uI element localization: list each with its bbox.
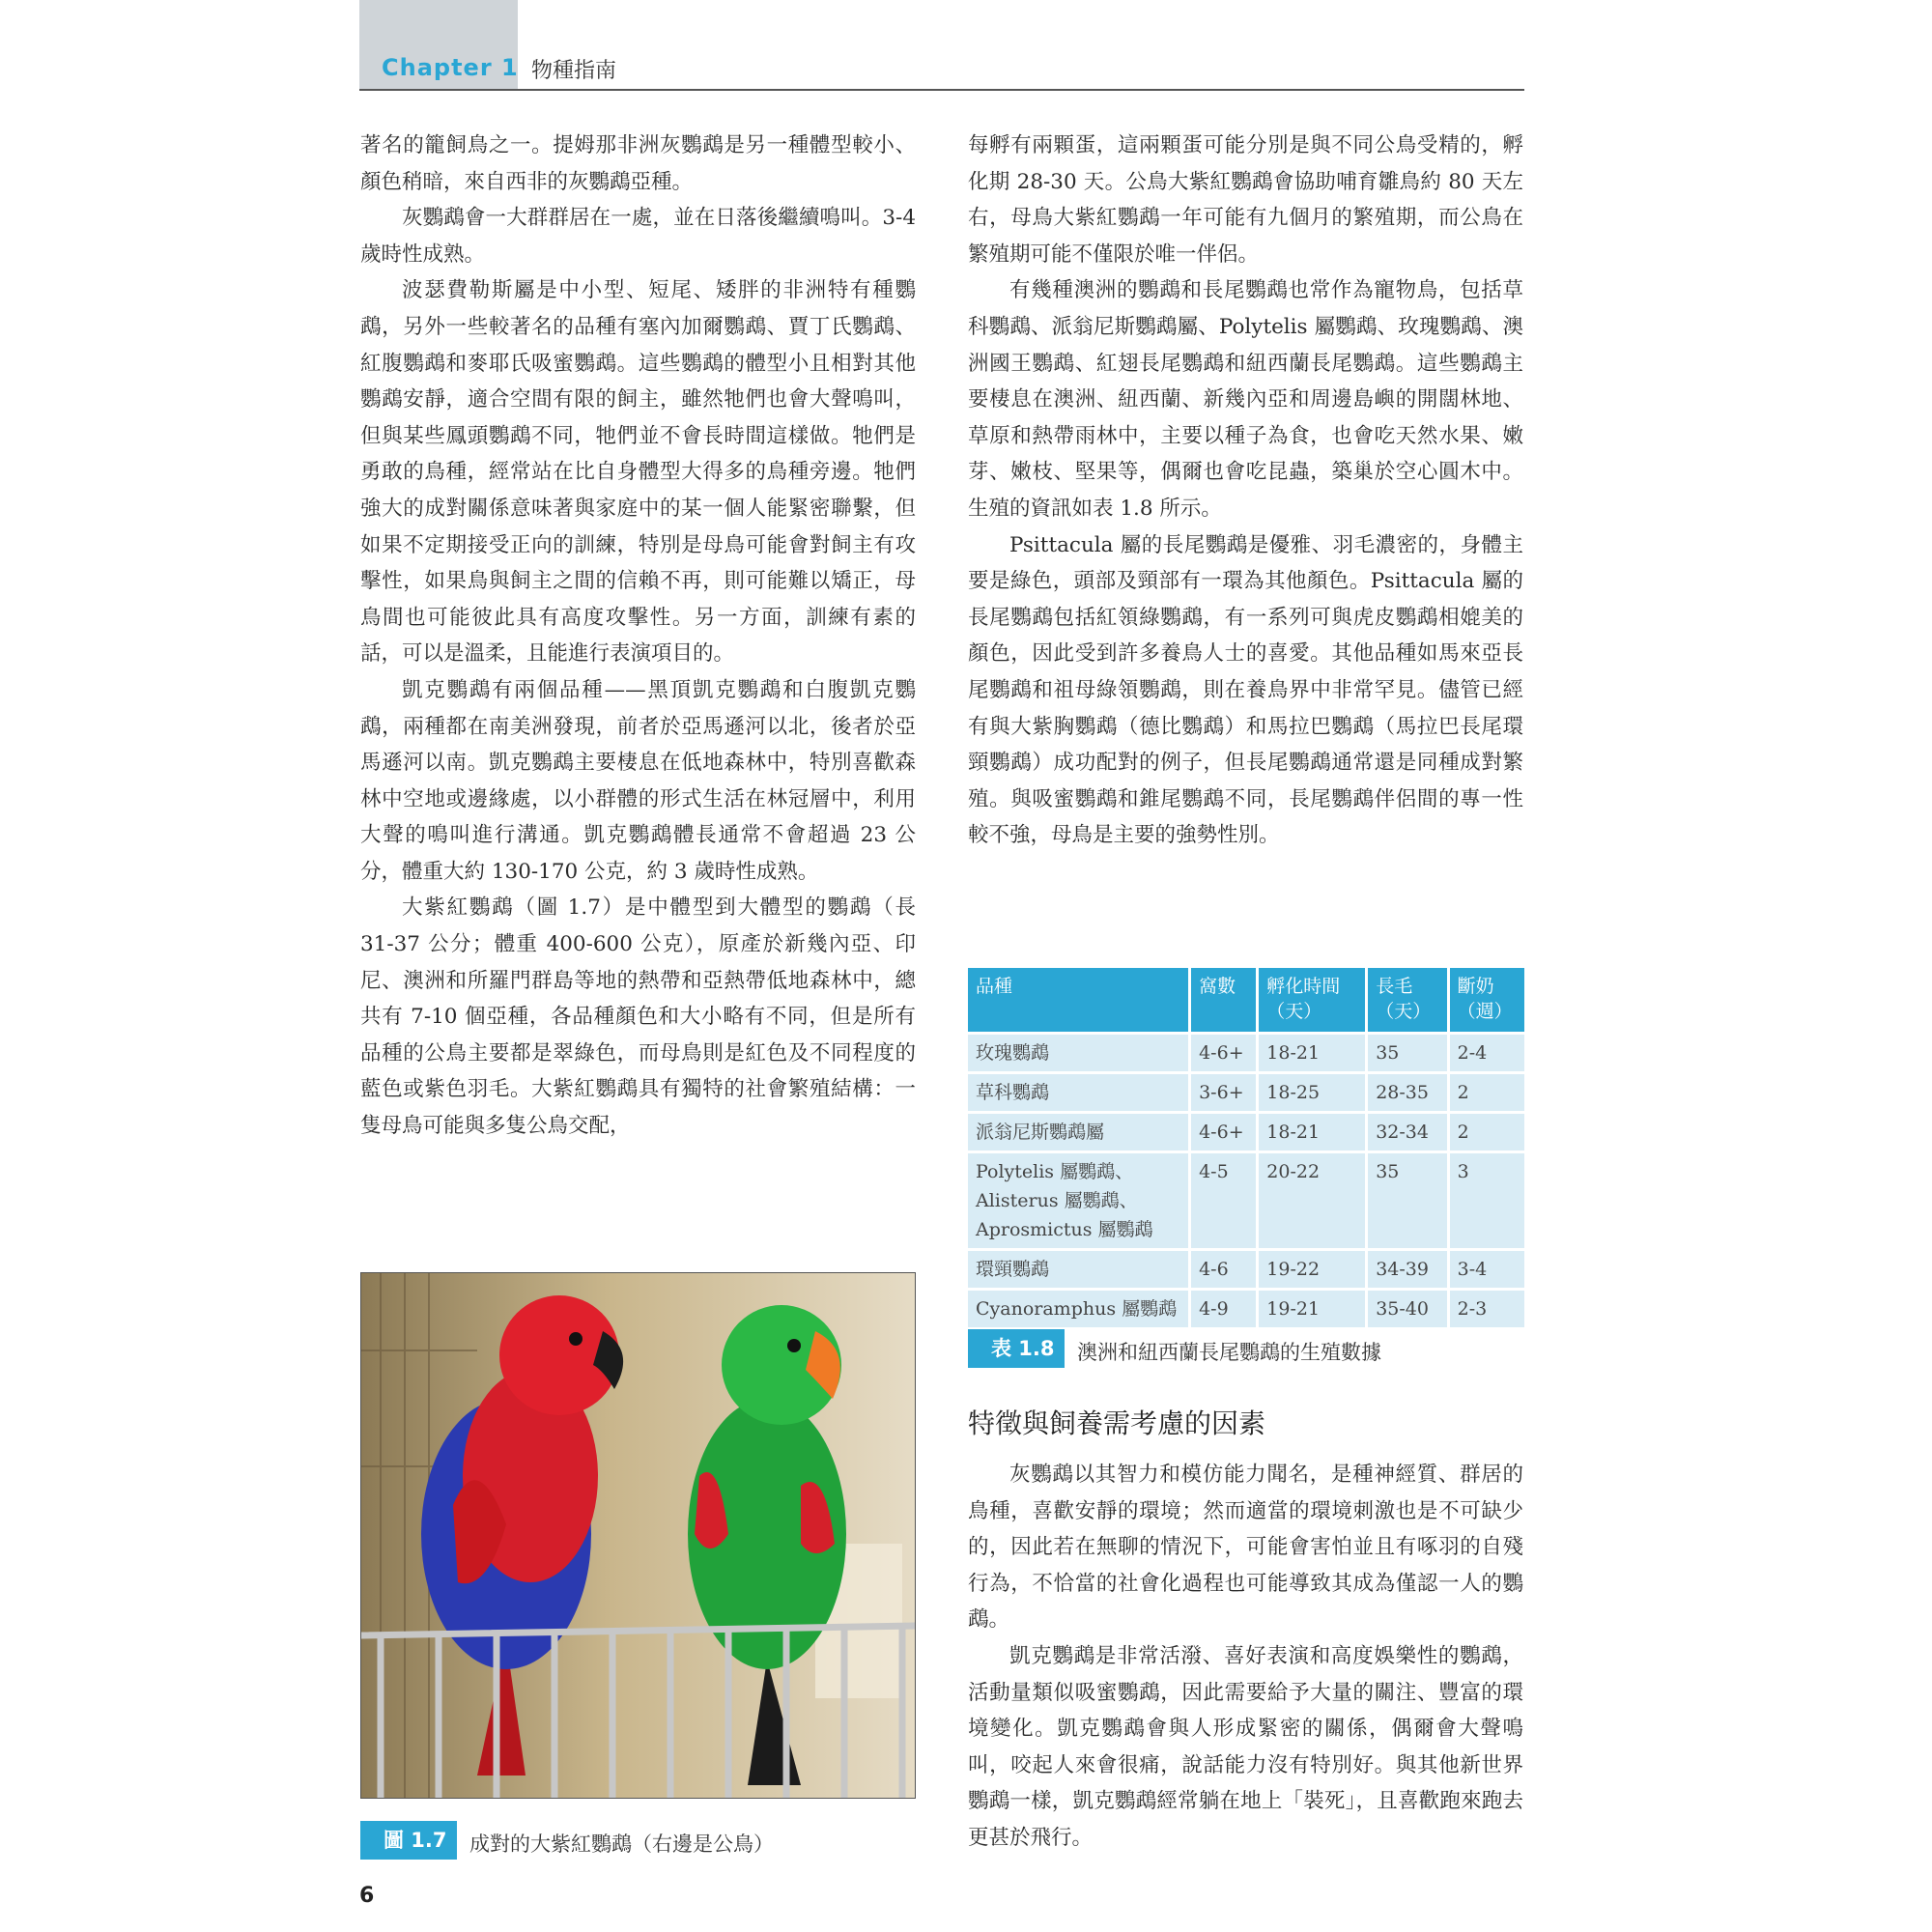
table-header: 品種: [968, 968, 1191, 1032]
table-caption: 澳洲和紐西蘭長尾鸚鵡的生殖數據: [1077, 1341, 1381, 1364]
paragraph: 波瑟費勒斯屬是中小型、短尾、矮胖的非洲特有種鸚鵡，另外一些較著名的品種有塞內加爾鸚鵡、賈丁氏鸚鵡、紅腹鸚鵡和麥耶氏吸蜜鸚鵡。這些鸚鵡的體型小且相對其他鸚鵡安靜，適合空間有限的飼主，雖然牠們也會大聲鳴叫，但與某些鳳頭鸚鵡不同，牠們並不會長時間這樣做。牠們是勇敢的鳥種，經常站在比自身體型大得多的鳥種旁邊。牠們強大的成對關係意味著與家庭中的某一個人能緊密聯繫，但如果不定期接受正向的訓練，特別是母鳥可能會對飼主有攻擊性，如果鳥與飼主之間的信賴不再，則可能難以矯正，母鳥間也可能彼此具有高度攻擊性。另一方面，訓練有素的話，可以是溫柔，且能進行表演項目的。: [360, 278, 916, 667]
table-cell: 18-25: [1259, 1071, 1368, 1111]
table-cell: Cyanoramphus 屬鸚鵡: [968, 1288, 1191, 1327]
table-row: [968, 1288, 1524, 1327]
paragraph: 每孵有兩顆蛋，這兩顆蛋可能分別是與不同公鳥受精的，孵化期 28-30 天。公鳥大紫紅鸚鵡會協助哺育雛鳥約 80 天左右，母鳥大紫紅鸚鵡一年可能有九個月的繁殖期，而公鳥在繁殖期可能不僅限於唯一伴侶。: [968, 133, 1523, 267]
table-cell: 19-22: [1259, 1248, 1368, 1288]
table-cell: 4-6: [1191, 1248, 1259, 1288]
table-cell: 28-35: [1368, 1071, 1449, 1111]
table-cell: 35: [1368, 1151, 1449, 1248]
paragraph: 凱克鸚鵡有兩個品種——黑頂凱克鸚鵡和白腹凱克鸚鵡，兩種都在南美洲發現，前者於亞馬遜河以北，後者於亞馬遜河以南。凱克鸚鵡主要棲息在低地森林中，特別喜歡森林中空地或邊緣處，以小群體的形式生活在林冠層中，利用大聲的鳴叫進行溝通。凱克鸚鵡體長通常不會超過 23 公分，體重大約 130-170 公克，約 3 歲時性成熟。: [360, 677, 916, 884]
table-cell: 4-6+: [1191, 1032, 1259, 1071]
table-cell: 玫瑰鸚鵡: [968, 1032, 1191, 1071]
chapter-title: 物種指南: [531, 59, 617, 83]
table-cell: 3-4: [1450, 1248, 1524, 1288]
paragraph: Psittacula 屬的長尾鸚鵡是優雅、羽毛濃密的，身體主要是綠色，頭部及頸部有一環為其他顏色。Psittacula 屬的長尾鸚鵡包括紅領綠鸚鵡，有一系列可與虎皮鸚鵡相媲美的顏色，因此受到許多養鳥人士的喜愛。其他品種如馬來亞長尾鸚鵡和祖母綠領鸚鵡，則在養鳥界中非常罕見。儘管已經有與大紫胸鸚鵡（德比鸚鵡）和馬拉巴鸚鵡（馬拉巴長尾環頸鸚鵡）成功配對的例子，但長尾鸚鵡通常還是同種成對繁殖。與吸蜜鸚鵡和錐尾鸚鵡不同，長尾鸚鵡伴侶間的專一性較不強，母鳥是主要的強勢性別。: [968, 532, 1523, 848]
table-cell: 環頸鸚鵡: [968, 1248, 1191, 1288]
table-cell: 4-9: [1191, 1288, 1259, 1327]
table-cell: 19-21: [1259, 1288, 1368, 1327]
table-cell: 2: [1450, 1111, 1524, 1151]
table-cell: 34-39: [1368, 1248, 1449, 1288]
table-row: [968, 1032, 1524, 1071]
table-header: 長毛 （天）: [1368, 968, 1449, 1032]
table-tag: 表 1.8: [968, 1329, 1065, 1368]
header-rule: [359, 89, 1524, 91]
table-header-row: [968, 968, 1524, 1032]
breeding-table: [968, 968, 1524, 1327]
parrot-photo: [360, 1272, 916, 1799]
paragraph: 有幾種澳洲的鸚鵡和長尾鸚鵡也常作為寵物鳥，包括草科鸚鵡、派翁尼斯鸚鵡屬、Polytelis 屬鸚鵡、玫瑰鸚鵡、澳洲國王鸚鵡、紅翅長尾鸚鵡和紐西蘭長尾鸚鵡。這些鸚鵡主要棲息在澳洲、紐西蘭、新幾內亞和周邊島嶼的開闊林地、草原和熱帶雨林中，主要以種子為食，也會吃天然水果、嫩芽、嫩枝、堅果等，偶爾也會吃昆蟲，築巢於空心圓木中。生殖的資訊如表 1.8 所示。: [968, 278, 1523, 521]
right-column: [968, 128, 1523, 854]
table-row: [968, 1111, 1524, 1151]
table-row: [968, 1248, 1524, 1288]
table-cell: 3: [1450, 1151, 1524, 1248]
table-cell: 2: [1450, 1071, 1524, 1111]
table-cell: 2-4: [1450, 1032, 1524, 1071]
table-cell: 35-40: [1368, 1288, 1449, 1327]
section-body: [968, 1457, 1523, 1857]
table-cell: 20-22: [1259, 1151, 1368, 1248]
table-cell: 2-3: [1450, 1288, 1524, 1327]
table-row: [968, 1071, 1524, 1111]
table-cell: 草科鸚鵡: [968, 1071, 1191, 1111]
paragraph: 灰鸚鵡會一大群群居在一處，並在日落後繼續鳴叫。3-4 歲時性成熟。: [360, 206, 916, 267]
paragraph: 著名的籠飼鳥之一。提姆那非洲灰鸚鵡是另一種體型較小、顏色稍暗，來自西非的灰鸚鵡亞種。: [360, 133, 916, 194]
paragraph: 大紫紅鸚鵡（圖 1.7）是中體型到大體型的鸚鵡（長 31-37 公分；體重 400-600 公克），原產於新幾內亞、印尼、澳洲和所羅門群島等地的熱帶和亞熱帶低地森林中，總共有 7-10 個亞種，各品種顏色和大小略有不同，但是所有品種的公鳥主要都是翠綠色，而母鳥則是紅色及不同程度的藍色或紫色羽毛。大紫紅鸚鵡具有獨特的社會繁殖結構：一隻母鳥可能與多隻公鳥交配，: [360, 895, 916, 1139]
figure-tag: 圖 1.7: [360, 1821, 457, 1860]
table-cell: 3-6+: [1191, 1071, 1259, 1111]
table-cell: 32-34: [1368, 1111, 1449, 1151]
left-column: [360, 128, 916, 1145]
parrots-illustration: [361, 1273, 916, 1799]
paragraph: 凱克鸚鵡是非常活潑、喜好表演和高度娛樂性的鸚鵡，活動量類似吸蜜鸚鵡，因此需要給予大量的關注、豐富的環境變化。凱克鸚鵡會與人形成緊密的關係，偶爾會大聲鳴叫，咬起人來會很痛，說話能力沒有特別好。與其他新世界鸚鵡一樣，凱克鸚鵡經常躺在地上「裝死」，且喜歡跑來跑去更甚於飛行。: [968, 1643, 1523, 1850]
figure-caption: 成對的大紫紅鸚鵡（右邊是公鳥）: [469, 1833, 774, 1856]
table-cell: 18-21: [1259, 1111, 1368, 1151]
table-header: 孵化時間 （天）: [1259, 968, 1368, 1032]
table-cell: 4-5: [1191, 1151, 1259, 1248]
table-cell: 35: [1368, 1032, 1449, 1071]
chapter-label: Chapter 1: [382, 54, 519, 81]
table-cell: 18-21: [1259, 1032, 1368, 1071]
table-cell: 派翁尼斯鸚鵡屬: [968, 1111, 1191, 1151]
table-header: 斷奶 （週）: [1450, 968, 1524, 1032]
table-cell: Polytelis 屬鸚鵡、 Alisterus 屬鸚鵡、 Aprosmictus 屬鸚鵡: [968, 1151, 1191, 1248]
table-cell: 4-6+: [1191, 1111, 1259, 1151]
table-row: [968, 1151, 1524, 1248]
table-header: 窩數: [1191, 968, 1259, 1032]
page-number: 6: [359, 1884, 375, 1908]
section-heading: 特徵與飼養需考慮的因素: [968, 1407, 1266, 1439]
paragraph: 灰鸚鵡以其智力和模仿能力聞名，是種神經質、群居的鳥種，喜歡安靜的環境；然而適當的環境刺激也是不可缺少的，因此若在無聊的情況下，可能會害怕並且有啄羽的自殘行為，不恰當的社會化過程也可能導致其成為僅認一人的鸚鵡。: [968, 1463, 1523, 1633]
